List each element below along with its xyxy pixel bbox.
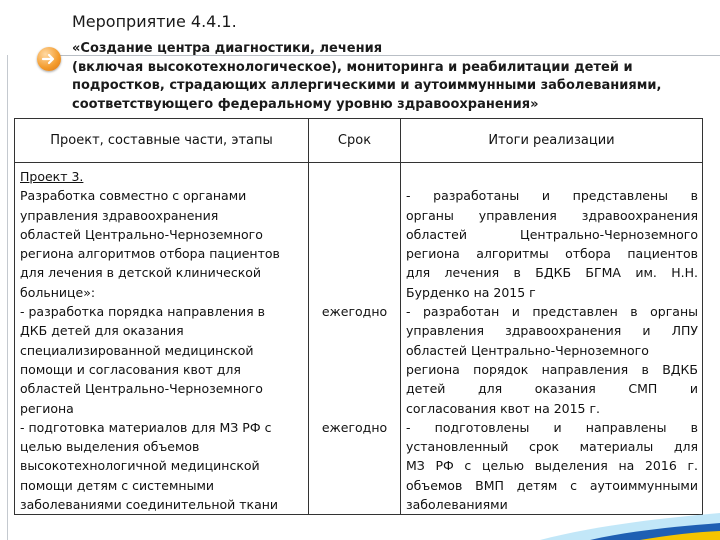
results-cell (401, 163, 703, 515)
term-line (311, 283, 398, 302)
result-line: органы управления здравоохранения (406, 207, 698, 223)
stage-line: специализированной медицинской (20, 342, 254, 358)
stage-line: - разработка порядка направления в (20, 304, 266, 320)
term-value: ежегодно (321, 304, 388, 320)
subtitle-line: (включая высокотехнологическое), мониторинга и реабилитации детей и (72, 59, 633, 75)
stage-line: областей Центрально-Черноземного (20, 381, 263, 397)
stage-line: управления здравоохранения (20, 207, 219, 223)
slide-subtitle (72, 40, 712, 114)
result-line: Бурденко на 2015 г (406, 284, 536, 300)
result-line: объемов ВМП детям с аутоиммунными (406, 477, 698, 493)
term-line (311, 206, 398, 225)
term-line (311, 379, 398, 398)
stage-line: высокотехнологичной медицинской (20, 458, 260, 474)
subtitle-line: «Создание центра диагностики, лечения (72, 41, 383, 56)
table-header-row (15, 119, 703, 163)
decorative-swoosh (520, 505, 720, 540)
left-divider (7, 55, 8, 540)
term-line (311, 225, 398, 244)
result-line: заболеваниями (406, 497, 508, 513)
term-value: ежегодно (321, 419, 388, 435)
term-line (311, 360, 398, 379)
stage-line: больнице»: (20, 284, 96, 300)
result-line: установленный срок материалы для (406, 439, 698, 455)
table-row (15, 163, 703, 515)
stage-line: помощи и согласования квот для (20, 361, 241, 377)
stage-line: Разработка совместно с органами (20, 188, 247, 204)
term-cell (309, 163, 401, 515)
header-term: Срок (309, 119, 401, 163)
result-line: детей для оказания СМП и (406, 381, 698, 397)
term-line (311, 321, 398, 340)
result-line: - разработаны и представлены в (406, 188, 698, 204)
result-line: областей Центрально-Черноземного (406, 226, 698, 242)
subtitle-line: подростков, страдающих аллергическими и аутоиммунными заболеваниями, (72, 78, 662, 93)
stage-line: региона (20, 400, 74, 416)
project-heading: Проект 3. (20, 169, 84, 184)
stage-line: - подготовка материалов для МЗ РФ с (20, 419, 272, 435)
result-line: - разработан и представлен в органы (406, 304, 698, 320)
arrow-right-icon (37, 47, 61, 71)
result-line: региона алгоритмы отбора пациентов (406, 246, 698, 262)
slide-title: Мероприятие 4.4.1. (72, 12, 237, 31)
result-line: управления здравоохранения и ЛПУ (406, 323, 698, 339)
term-line (311, 263, 398, 282)
term-line (311, 186, 398, 205)
term-line (311, 244, 398, 263)
project-table (14, 118, 703, 515)
stage-line: заболеваниями соединительной ткани (20, 497, 279, 513)
stage-line: ДКБ детей для оказания (20, 323, 184, 339)
result-line: областей Центрально-Черноземного (406, 342, 649, 358)
result-line: для лечения в БДКБ БГМА им. Н.Н. (406, 265, 698, 281)
stage-line: областей Центрально-Черноземного (20, 226, 263, 242)
header-results: Итоги реализации (401, 119, 703, 163)
result-line: согласования квот на 2015 г. (406, 400, 601, 416)
result-line: региона порядок направления в ВДКБ (406, 361, 698, 377)
stage-line: региона алгоритмов отбора пациентов (20, 246, 280, 262)
result-line (406, 167, 698, 186)
term-line (311, 341, 398, 360)
term-line (311, 167, 398, 186)
subtitle-line: соответствующего федеральному уровню здравоохранения» (72, 96, 539, 112)
stage-line: целью выделения объемов (20, 439, 200, 455)
result-line: МЗ РФ с целью выделения на 2016 г. (406, 458, 698, 474)
stages-cell (15, 163, 309, 515)
stage-line: для лечения в детской клинической (20, 265, 262, 281)
header-stages: Проект, составные части, этапы (15, 119, 309, 163)
stage-line: помощи детям с системными (20, 477, 215, 493)
result-line: - подготовлены и направлены в (406, 419, 698, 435)
term-line (311, 399, 398, 418)
